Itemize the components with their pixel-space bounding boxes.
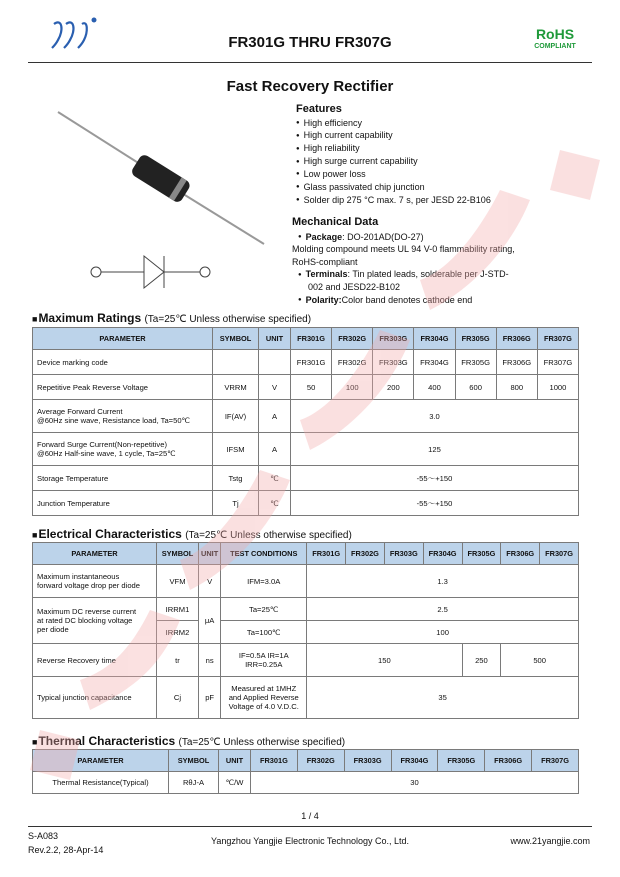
feature-item: ● Solder dip 275 °C max. 7 s, per JESD 22-B106	[296, 194, 606, 207]
symbol-cell: VFM	[157, 565, 199, 598]
electrical-title: Electrical Characteristics	[38, 527, 182, 541]
value-cell: 100	[332, 375, 373, 400]
col-header: PARAMETER	[33, 328, 213, 350]
col-header: FR304G	[414, 328, 455, 350]
rohs-label: RoHS	[535, 26, 575, 42]
value-cell: 125	[291, 433, 579, 466]
value-cell: FR305G	[455, 350, 496, 375]
param-cell: Storage Temperature	[33, 466, 213, 491]
electrical-table	[32, 542, 579, 719]
col-header: PARAMETER	[33, 750, 169, 772]
feature-item: ● High current capability	[296, 129, 606, 142]
symbol-cell: VRRM	[213, 375, 259, 400]
package-value: : DO-201AD(DO-27)	[342, 231, 424, 242]
unit-cell: ℃/W	[219, 772, 251, 794]
value-cell: 35	[307, 677, 579, 719]
value-cell: 600	[455, 375, 496, 400]
param-cell	[33, 400, 213, 433]
rohs-compliant-label: COMPLIANT	[534, 43, 576, 50]
table-row	[33, 598, 579, 621]
param-cell	[33, 565, 157, 598]
value-cell: 200	[373, 375, 414, 400]
col-header: SYMBOL	[213, 328, 259, 350]
company-name: Yangzhou Yangjie Electronic Technology Co., Ltd.	[211, 836, 409, 846]
header-divider	[28, 62, 592, 63]
thermal-table	[32, 749, 579, 794]
param-line: Average Forward Current	[37, 407, 123, 416]
revision: Rev.2.2, 28-Apr-14	[28, 845, 104, 855]
terminals-line	[292, 268, 602, 281]
param-cell: Typical junction capacitance	[33, 677, 157, 719]
value-cell: 150	[307, 644, 462, 677]
table-header-row	[33, 543, 579, 565]
doc-id: S-A083	[28, 831, 59, 841]
param-cell: Thermal Resistance(Typical)	[33, 772, 169, 794]
max-ratings-table	[32, 327, 579, 516]
table-header-row	[33, 328, 579, 350]
param-cell	[33, 433, 213, 466]
feature-item: ● High surge current capability	[296, 155, 606, 168]
col-header: FR305G	[455, 328, 496, 350]
unit-cell: A	[259, 400, 291, 433]
col-header: FR303G	[384, 543, 423, 565]
condition-cell: IFM=3.0A	[221, 565, 307, 598]
value-cell: 100	[307, 621, 579, 644]
unit-cell: ns	[199, 644, 221, 677]
col-header: FR304G	[391, 750, 438, 772]
col-header: FR307G	[537, 328, 578, 350]
unit-cell: pF	[199, 677, 221, 719]
table-row	[33, 466, 579, 491]
symbol-cell	[213, 350, 259, 375]
max-ratings-note: (Ta=25℃ Unless otherwise specified)	[144, 314, 312, 325]
unit-cell: A	[259, 433, 291, 466]
table-row	[33, 491, 579, 516]
footer-divider	[28, 826, 592, 827]
col-header: TEST CONDITIONS	[221, 543, 307, 565]
page-subtitle: Fast Recovery Rectifier	[226, 78, 394, 95]
param-line: forward voltage drop per diode	[37, 581, 141, 590]
value-cell: 1.3	[307, 565, 579, 598]
col-header: SYMBOL	[169, 750, 219, 772]
value-cell: 1000	[537, 375, 578, 400]
polarity-line	[292, 294, 602, 307]
value-cell: 250	[462, 644, 501, 677]
table-header-row	[33, 750, 579, 772]
param-cell: Repetitive Peak Reverse Voltage	[33, 375, 213, 400]
max-ratings-heading: ■Maximum Ratings (Ta=25℃ Unless otherwise specified)	[32, 311, 312, 325]
col-header: FR307G	[532, 750, 579, 772]
condition-line: Voltage of 4.0 V.D.C.	[228, 702, 299, 711]
thermal-note: (Ta=25℃ Unless otherwise specified)	[178, 737, 346, 748]
param-line: Maximum instantaneous	[37, 572, 120, 581]
value-cell: FR303G	[373, 350, 414, 375]
param-cell: Device marking code	[33, 350, 213, 375]
param-cell	[33, 598, 157, 644]
value-cell: FR304G	[414, 350, 455, 375]
unit-cell: V	[199, 565, 221, 598]
param-cell: Reverse Recovery time	[33, 644, 157, 677]
col-header: SYMBOL	[157, 543, 199, 565]
condition-cell: Ta=100℃	[221, 621, 307, 644]
table-row	[33, 433, 579, 466]
col-header: UNIT	[219, 750, 251, 772]
param-line: @60Hz sine wave, Resistance load, Ta=50℃	[37, 416, 191, 425]
symbol-cell: tr	[157, 644, 199, 677]
electrical-note: (Ta=25℃ Unless otherwise specified)	[185, 530, 352, 541]
condition-cell: Ta=25℃	[221, 598, 307, 621]
website-link[interactable]: www.21yangjie.com	[510, 836, 590, 846]
value-cell: 500	[501, 644, 579, 677]
terminals-line-2: 002 and JESD22-B102	[308, 282, 401, 293]
value-cell: 2.5	[307, 598, 579, 621]
feature-item: ● High efficiency	[296, 117, 606, 130]
value-cell: 30	[251, 772, 579, 794]
feature-item: ● Glass passivated chip junction	[296, 181, 606, 194]
table-row	[33, 565, 579, 598]
diode-symbol-icon	[91, 256, 210, 288]
value-cell: 50	[291, 375, 332, 400]
value-cell: FR302G	[332, 350, 373, 375]
col-header: FR303G	[373, 328, 414, 350]
condition-line: IRR=0.25A	[245, 660, 283, 669]
col-header: FR306G	[496, 328, 537, 350]
terminals-value: : Tin plated leads, solderable per J-STD-	[347, 269, 509, 280]
table-row	[33, 375, 579, 400]
col-header: FR305G	[438, 750, 485, 772]
col-header: FR301G	[251, 750, 298, 772]
col-header: FR301G	[307, 543, 346, 565]
col-header: FR304G	[423, 543, 462, 565]
symbol-cell: IF(AV)	[213, 400, 259, 433]
col-header: FR301G	[291, 328, 332, 350]
col-header: FR305G	[462, 543, 501, 565]
symbol-cell: Cj	[157, 677, 199, 719]
param-line: @60Hz Half-sine wave, 1 cycle, Ta=25℃	[37, 449, 176, 458]
table-row	[33, 677, 579, 719]
mechanical-data-section	[292, 216, 602, 307]
unit-cell: ℃	[259, 491, 291, 516]
package-line	[292, 231, 602, 244]
value-cell: 800	[496, 375, 537, 400]
col-header: FR303G	[344, 750, 391, 772]
unit-cell	[259, 350, 291, 375]
unit-cell: μA	[199, 598, 221, 644]
param-line: at rated DC blocking voltage	[37, 616, 133, 625]
value-cell: FR307G	[537, 350, 578, 375]
col-header: FR302G	[297, 750, 344, 772]
value-cell: 400	[414, 375, 455, 400]
max-ratings-title: Maximum Ratings	[38, 311, 142, 325]
param-line: Forward Surge Current(Non-repetitive)	[37, 440, 167, 449]
value-cell: FR301G	[291, 350, 332, 375]
table-row	[33, 350, 579, 375]
terminals-label: Terminals	[305, 269, 348, 280]
value-cell: -55～+150	[291, 491, 579, 516]
col-header: FR307G	[540, 543, 579, 565]
col-header: PARAMETER	[33, 543, 157, 565]
table-row	[33, 400, 579, 433]
unit-cell: V	[259, 375, 291, 400]
mechanical-heading: Mechanical Data	[292, 216, 379, 228]
rohs-badge	[515, 26, 595, 50]
table-row	[33, 772, 579, 794]
col-header: UNIT	[259, 328, 291, 350]
package-label: Package	[305, 231, 343, 242]
condition-line: Measured at 1MHZ	[231, 684, 297, 693]
polarity-label: Polarity:	[305, 294, 342, 305]
col-header: FR302G	[332, 328, 373, 350]
feature-item: ● Low power loss	[296, 168, 606, 181]
symbol-cell: Tj	[213, 491, 259, 516]
molding-line: Molding compound meets UL 94 V-0 flammability rating,	[292, 244, 515, 255]
table-row	[33, 644, 579, 677]
document-title: FR301G THRU FR307G	[228, 34, 392, 51]
param-line: per diode	[37, 625, 69, 634]
feature-item: ● High reliability	[296, 142, 606, 155]
symbol-cell: RθJ-A	[169, 772, 219, 794]
col-header: FR306G	[485, 750, 532, 772]
features-heading: Features	[296, 103, 342, 115]
rohs-line: RoHS-compliant	[292, 256, 358, 267]
value-cell: FR306G	[496, 350, 537, 375]
col-header: FR306G	[501, 543, 540, 565]
col-header: UNIT	[199, 543, 221, 565]
param-line: Maximum DC reverse current	[37, 607, 137, 616]
thermal-heading: ■Thermal Characteristics (Ta=25℃ Unless otherwise specified)	[32, 734, 346, 748]
unit-cell: ℃	[259, 466, 291, 491]
symbol-cell: Tstg	[213, 466, 259, 491]
symbol-cell: IFSM	[213, 433, 259, 466]
condition-cell	[221, 644, 307, 677]
diode-package-illustration	[40, 100, 280, 300]
value-cell: -55～+150	[291, 466, 579, 491]
condition-line: and Applied Reverse	[228, 693, 299, 702]
polarity-value: Color band denotes cathode end	[341, 294, 473, 305]
param-cell: Junction Temperature	[33, 491, 213, 516]
value-cell: 3.0	[291, 400, 579, 433]
thermal-title: Thermal Characteristics	[38, 734, 176, 748]
features-section	[296, 103, 606, 207]
symbol-cell: IRRM1	[157, 598, 199, 621]
page-number: 1 / 4	[301, 811, 319, 821]
condition-line: IF=0.5A IR=1A	[238, 651, 289, 660]
symbol-cell: IRRM2	[157, 621, 199, 644]
electrical-heading: ■Electrical Characteristics (Ta=25℃ Unless otherwise specified)	[32, 527, 352, 541]
col-header: FR302G	[346, 543, 385, 565]
condition-cell	[221, 677, 307, 719]
